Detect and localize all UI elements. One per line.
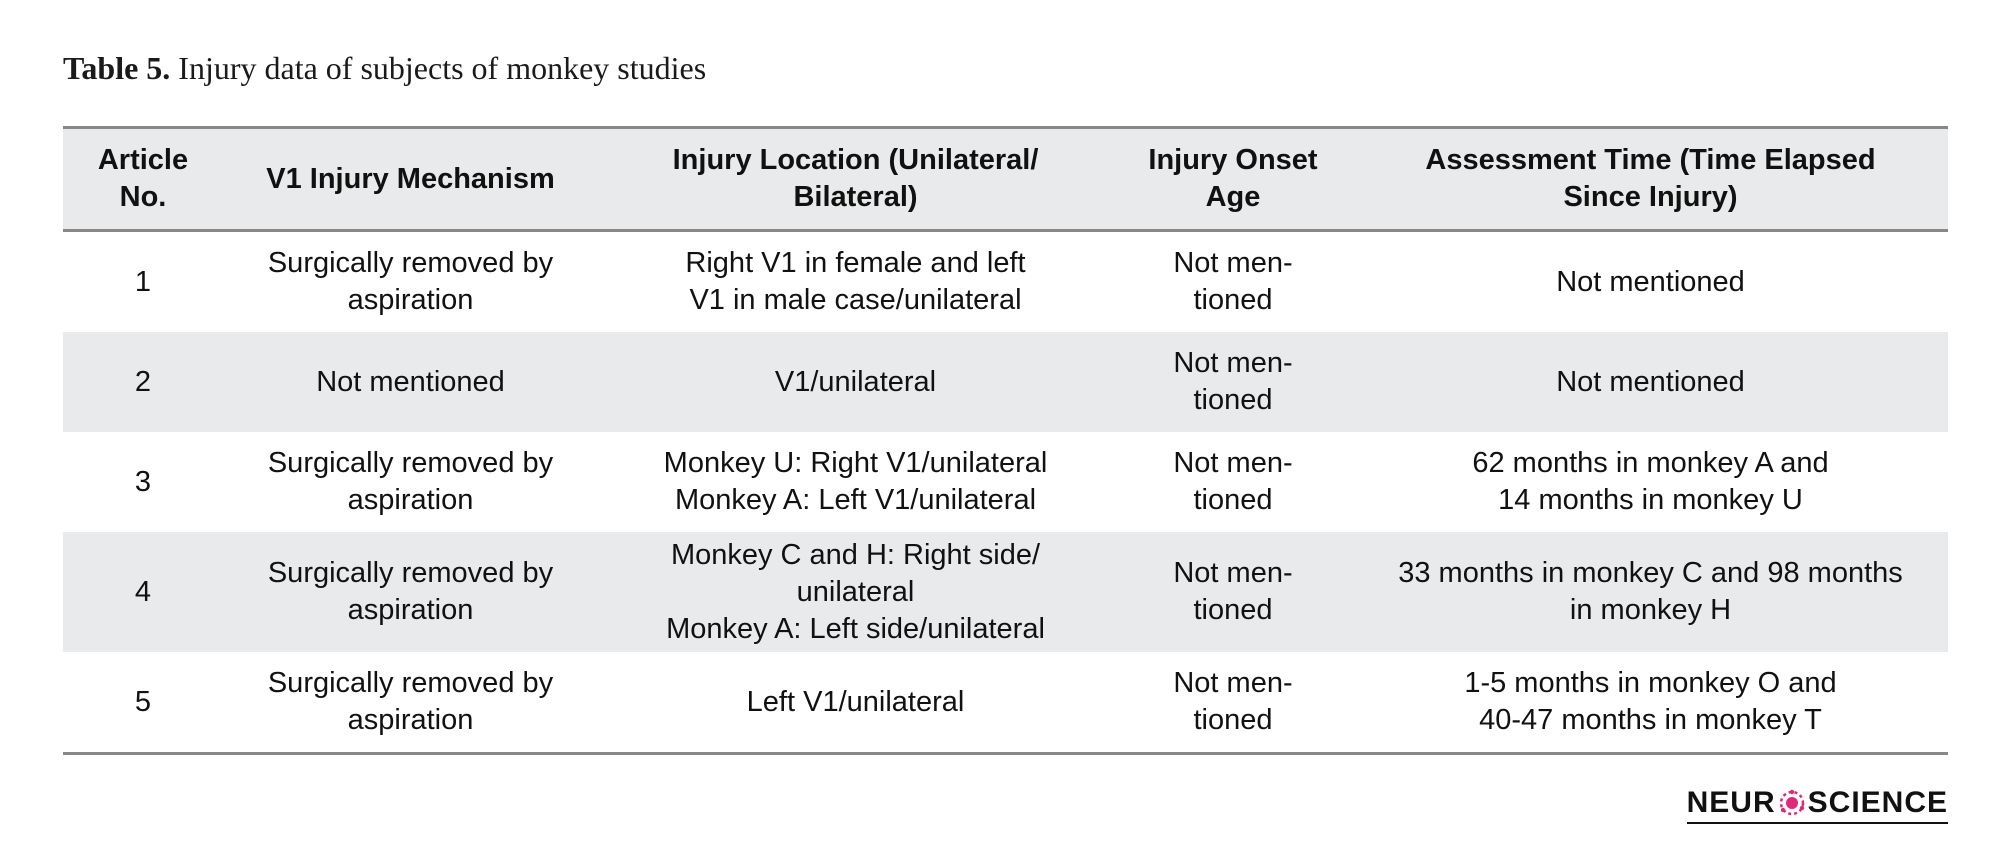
data-table-container <box>63 126 1948 755</box>
caption-label: Table 5. <box>63 50 171 86</box>
cell-injury-location: V1/unilateral <box>774 365 937 398</box>
table-row <box>63 652 1948 754</box>
cell-injury-mechanism: Surgically removed by aspiration <box>267 557 554 626</box>
table-row <box>63 532 1948 652</box>
cell-onset-age: Not men- tioned <box>1173 247 1293 316</box>
neuroscience-logo <box>1687 786 1948 824</box>
cell-injury-location: Monkey U: Right V1/unilateral Monkey A: Left V1/unilateral <box>663 447 1048 516</box>
cell-onset-age: Not men- tioned <box>1173 557 1293 626</box>
cell-injury-mechanism: Surgically removed by aspiration <box>267 247 554 316</box>
table-row <box>63 231 1948 333</box>
cell-article-no: 1 <box>134 265 152 298</box>
table-row <box>63 432 1948 532</box>
cell-injury-location: Left V1/unilateral <box>598 652 1113 754</box>
cell-injury-mechanism: Not mentioned <box>316 365 505 398</box>
table-caption <box>63 50 706 87</box>
table-row <box>63 332 1948 432</box>
table-header-row <box>63 128 1948 231</box>
neuron-icon <box>1777 788 1807 818</box>
header-article-no: Article No. <box>63 128 223 231</box>
injury-data-table <box>63 126 1948 755</box>
cell-article-no: 5 <box>63 652 223 754</box>
cell-injury-mechanism: Surgically removed by aspiration <box>223 652 598 754</box>
cell-assessment-time: Not mentioned <box>1556 265 1745 298</box>
logo-text-right: SCIENCE <box>1807 786 1948 819</box>
caption-text: Injury data of subjects of monkey studies <box>170 50 707 86</box>
cell-onset-age: Not men- tioned <box>1113 652 1353 754</box>
cell-article-no: 4 <box>134 575 152 608</box>
cell-article-no: 3 <box>134 465 152 498</box>
cell-assessment-time: 1-5 months in monkey O and 40-47 months in monkey T <box>1353 652 1948 754</box>
cell-assessment-time: Not mentioned <box>1556 365 1745 398</box>
cell-assessment-time: 62 months in monkey A and 14 months in monkey U <box>1472 447 1829 516</box>
cell-injury-location: Right V1 in female and left V1 in male case/unilateral <box>685 247 1026 316</box>
logo-text-left: NEUR <box>1686 786 1776 819</box>
cell-injury-location: Monkey C and H: Right side/ unilateral Monkey A: Left side/unilateral <box>666 538 1045 645</box>
cell-article-no: 2 <box>134 365 152 398</box>
header-assessment-time: Assessment Time (Time Elapsed Since Injury) <box>1353 128 1948 231</box>
cell-injury-mechanism: Surgically removed by aspiration <box>267 447 554 516</box>
cell-onset-age: Not men- tioned <box>1173 447 1293 516</box>
cell-assessment-time: 33 months in monkey C and 98 months in monkey H <box>1398 557 1903 626</box>
cell-onset-age: Not men- tioned <box>1173 347 1293 416</box>
header-onset-age: Injury Onset Age <box>1113 128 1353 231</box>
header-injury-location: Injury Location (Unilateral/ Bilateral) <box>598 128 1113 231</box>
header-injury-mechanism: V1 Injury Mechanism <box>223 128 598 231</box>
